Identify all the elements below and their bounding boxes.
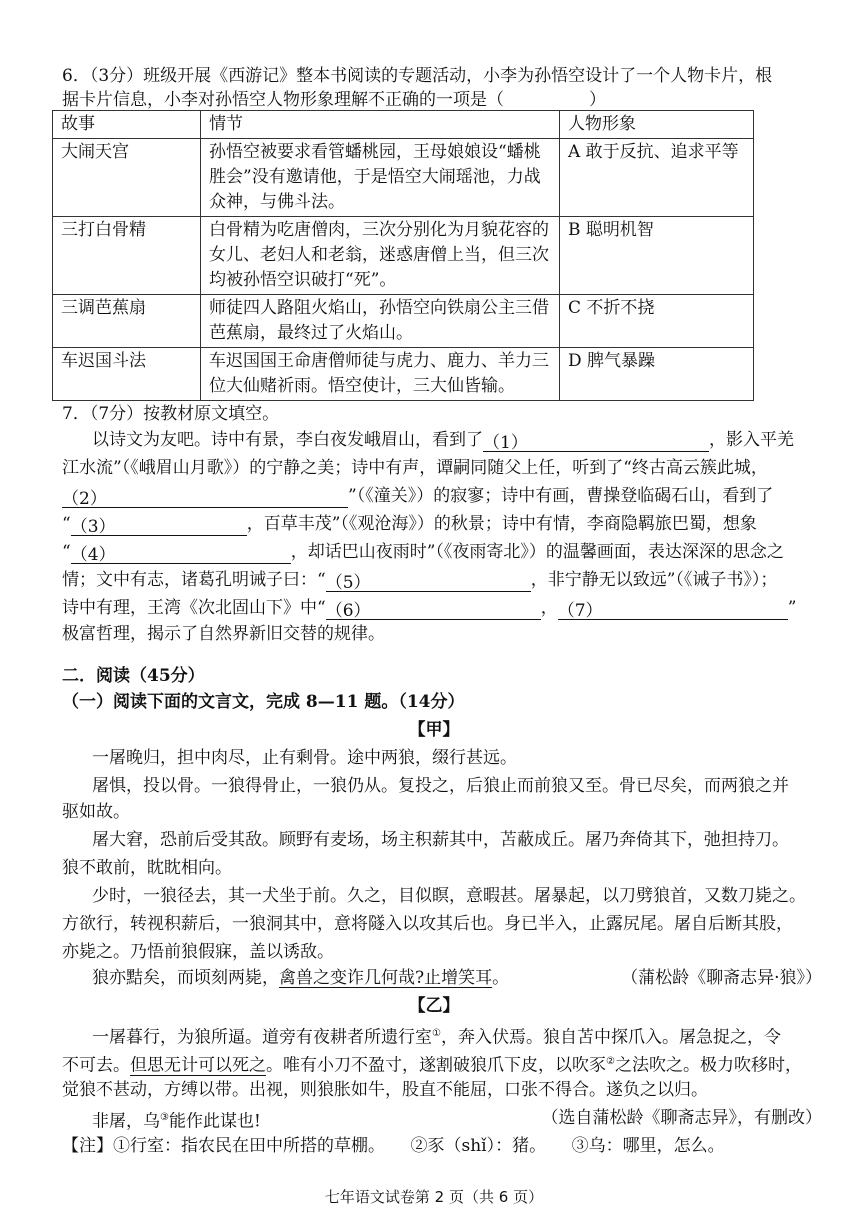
table-row: [53, 139, 754, 217]
section-title: 二．阅读（45分）: [62, 666, 205, 686]
jia-paragraph-5: 狼亦黠矣，而顷刻两毙，禽兽之变诈几何哉?止增笑耳。 （蒲松龄《聊斋志异·狼》）: [92, 968, 822, 988]
source-citation-jia: （蒲松龄《聊斋志异·狼》）: [621, 968, 822, 988]
q6-line1: 6．（3分）班级开展《西游记》整本书阅读的专题活动，小李为孙悟空设计了一个人物卡片，根: [62, 66, 773, 86]
jia-paragraph-4b: 方欲行，转视积薪后，一狼洞其中，意将隧入以攻其后也。身已半入，止露尻尾。屠自后断其股，: [62, 914, 793, 934]
plot-line: 师徒四人路阻火焰山，孙悟空向铁扇公主三借: [209, 298, 549, 318]
jia-paragraph-3: 屠大窘，恐前后受其敌。顾野有麦场，场主积薪其中，苫蔽成丘。屠乃奔倚其下，弛担持刀。: [92, 830, 789, 850]
plot-cell: [201, 295, 560, 348]
plot-line: 位大仙赌祈雨。悟空使计，三大仙皆输。: [209, 376, 515, 396]
plot-line: 众神，与佛斗法。: [209, 192, 345, 212]
blank-6[interactable]: （6）: [326, 599, 541, 620]
q7-line5: “（4） ，却话巴山夜雨时”（《夜雨寄北》）的温馨画面，表达深深的思念之: [62, 542, 784, 565]
section-subtitle: （一）阅读下面的文言文，完成 8—11 题。（14分）: [62, 692, 465, 712]
table-row: [53, 348, 754, 401]
plot-cell: [201, 217, 560, 295]
underlined-sentence: 禽兽之变诈几何哉?止增笑耳: [279, 968, 493, 988]
jia-paragraph-1: 一屠晚归，担中肉尽，止有剩骨。途中两狼，缀行甚远。: [92, 748, 517, 768]
underlined-sentence: 但思无计可以死之: [130, 1055, 266, 1076]
header-plot: 情节: [201, 111, 560, 139]
table-row: [53, 295, 754, 348]
blank-7[interactable]: （7）: [558, 599, 788, 620]
plot-line: 白骨精为吃唐僧肉，三次分别化为月貌花容的: [209, 220, 549, 240]
trait-cell: B 聪明机智: [560, 217, 754, 295]
blank-4[interactable]: （4）: [71, 543, 291, 564]
source-citation-yi: （选自蒲松龄《聊斋志异》，有删改）: [541, 1108, 822, 1128]
plot-line: 胜会”没有邀请他，于是悟空大闹瑶池，力战: [209, 167, 541, 187]
jia-paragraph-4c: 亦毙之。乃悟前狼假寐，盖以诱敌。: [62, 942, 334, 962]
yi-paragraph-1c: 觉狼不甚动，方缚以带。出视，则狼胀如牛，股直不能屈，口张不得合。遂负之以归。: [62, 1080, 708, 1100]
character-card-table: [52, 110, 754, 401]
q7-line4: “（3） ，百草丰茂”（《观沧海》）的秋景；诗中有情，李商隐羁旅巴蜀，想象: [62, 514, 757, 537]
q7-line3: （2） ”（《潼关》）的寂寥；诗中有画，曹操登临碣石山，看到了: [62, 486, 774, 509]
q7-title: 7．（7分）按教材原文填空。: [62, 404, 280, 424]
annotation-notes: 【注】①行室：指农民在田中所搭的草棚。 ②豕（shǐ）：猪。 ③乌：哪里，怎么。: [62, 1136, 725, 1156]
story-cell: 车迟国斗法: [53, 348, 201, 401]
q6-line2: 据卡片信息，小李对孙悟空人物形象理解不正确的一项是（ ）: [62, 90, 606, 110]
note-marker-1: ①: [432, 1028, 441, 1039]
plot-line: 孙悟空被要求看管蟠桃园，王母娘娘设“蟠桃: [209, 142, 541, 162]
yi-paragraph-1b: 不可去。但思无计可以死之。唯有小刀不盈寸，遂割破狼爪下皮，以吹豕②之法吹之。极力吹移时，: [62, 1055, 802, 1076]
plot-line: 车迟国国王命唐僧师徒与虎力、鹿力、羊力三: [209, 351, 549, 371]
header-trait: 人物形象: [560, 111, 754, 139]
header-story: 故事: [53, 111, 201, 139]
jia-paragraph-3b: 狼不敢前，眈眈相向。: [62, 858, 232, 878]
q7-line1: 以诗文为友吧。诗中有景，李白夜发峨眉山，看到了（1） ，影入平羌: [92, 430, 794, 453]
story-cell: 三打白骨精: [53, 217, 201, 295]
note-marker-3: ③: [160, 1112, 169, 1123]
plot-line: 女儿、老妇人和老翁，迷惑唐僧上当，但三次: [209, 245, 549, 265]
plot-line: 芭蕉扇，最终过了火焰山。: [209, 323, 413, 343]
yi-paragraph-2: 非屠，乌③能作此谋也! （选自蒲松龄《聊斋志异》，有删改）: [92, 1108, 822, 1132]
jia-paragraph-2b: 驱如故。: [62, 802, 130, 822]
blank-2[interactable]: （2）: [62, 487, 348, 508]
note-marker-2: ②: [606, 1056, 615, 1067]
jia-paragraph-2: 屠惧，投以骨。一狼得骨止，一狼仍从。复投之，后狼止而前狼又至。骨已尽矣，而两狼之并: [92, 776, 789, 796]
table-row: [53, 217, 754, 295]
table-header-row: [53, 111, 754, 139]
trait-cell: D 脾气暴躁: [560, 348, 754, 401]
blank-3[interactable]: （3）: [71, 515, 247, 536]
q7-line7: 诗中有理，王湾《次北固山下》中“（6） ，（7） ”: [62, 598, 797, 621]
story-cell: 大闹天宫: [53, 139, 201, 217]
blank-1[interactable]: （1）: [483, 431, 709, 452]
blank-5[interactable]: （5）: [326, 571, 531, 592]
passage-jia-heading: 【甲】: [408, 720, 460, 740]
q7-line2: 江水流”（《峨眉山月歌》）的宁静之美；诗中有声，谭嗣同随父上任，听到了“终古高云簇此城，: [62, 458, 768, 478]
page-footer: 七年语文试卷第 2 页（共 6 页）: [324, 1188, 544, 1206]
passage-yi-heading: 【乙】: [408, 996, 460, 1016]
story-cell: 三调芭蕉扇: [53, 295, 201, 348]
q7-line6: 情；文中有志，诸葛孔明诫子曰：“（5） ，非宁静无以致远”（《诫子书》）；: [62, 570, 778, 593]
trait-cell: C 不折不挠: [560, 295, 754, 348]
trait-cell: A 敢于反抗、追求平等: [560, 139, 754, 217]
plot-line: 均被孙悟空识破打“死”。: [209, 270, 397, 290]
q7-line8: 极富哲理，揭示了自然界新旧交替的规律。: [62, 624, 385, 644]
plot-cell: [201, 139, 560, 217]
plot-cell: [201, 348, 560, 401]
yi-paragraph-1: 一屠暮行，为狼所逼。道旁有夜耕者所遗行室①，奔入伏焉。狼自苫中探爪入。屠急捉之，令: [92, 1027, 781, 1048]
jia-paragraph-4: 少时，一狼径去，其一犬坐于前。久之，目似瞑，意暇甚。屠暴起，以刀劈狼首，又数刀毙之。: [92, 886, 806, 906]
